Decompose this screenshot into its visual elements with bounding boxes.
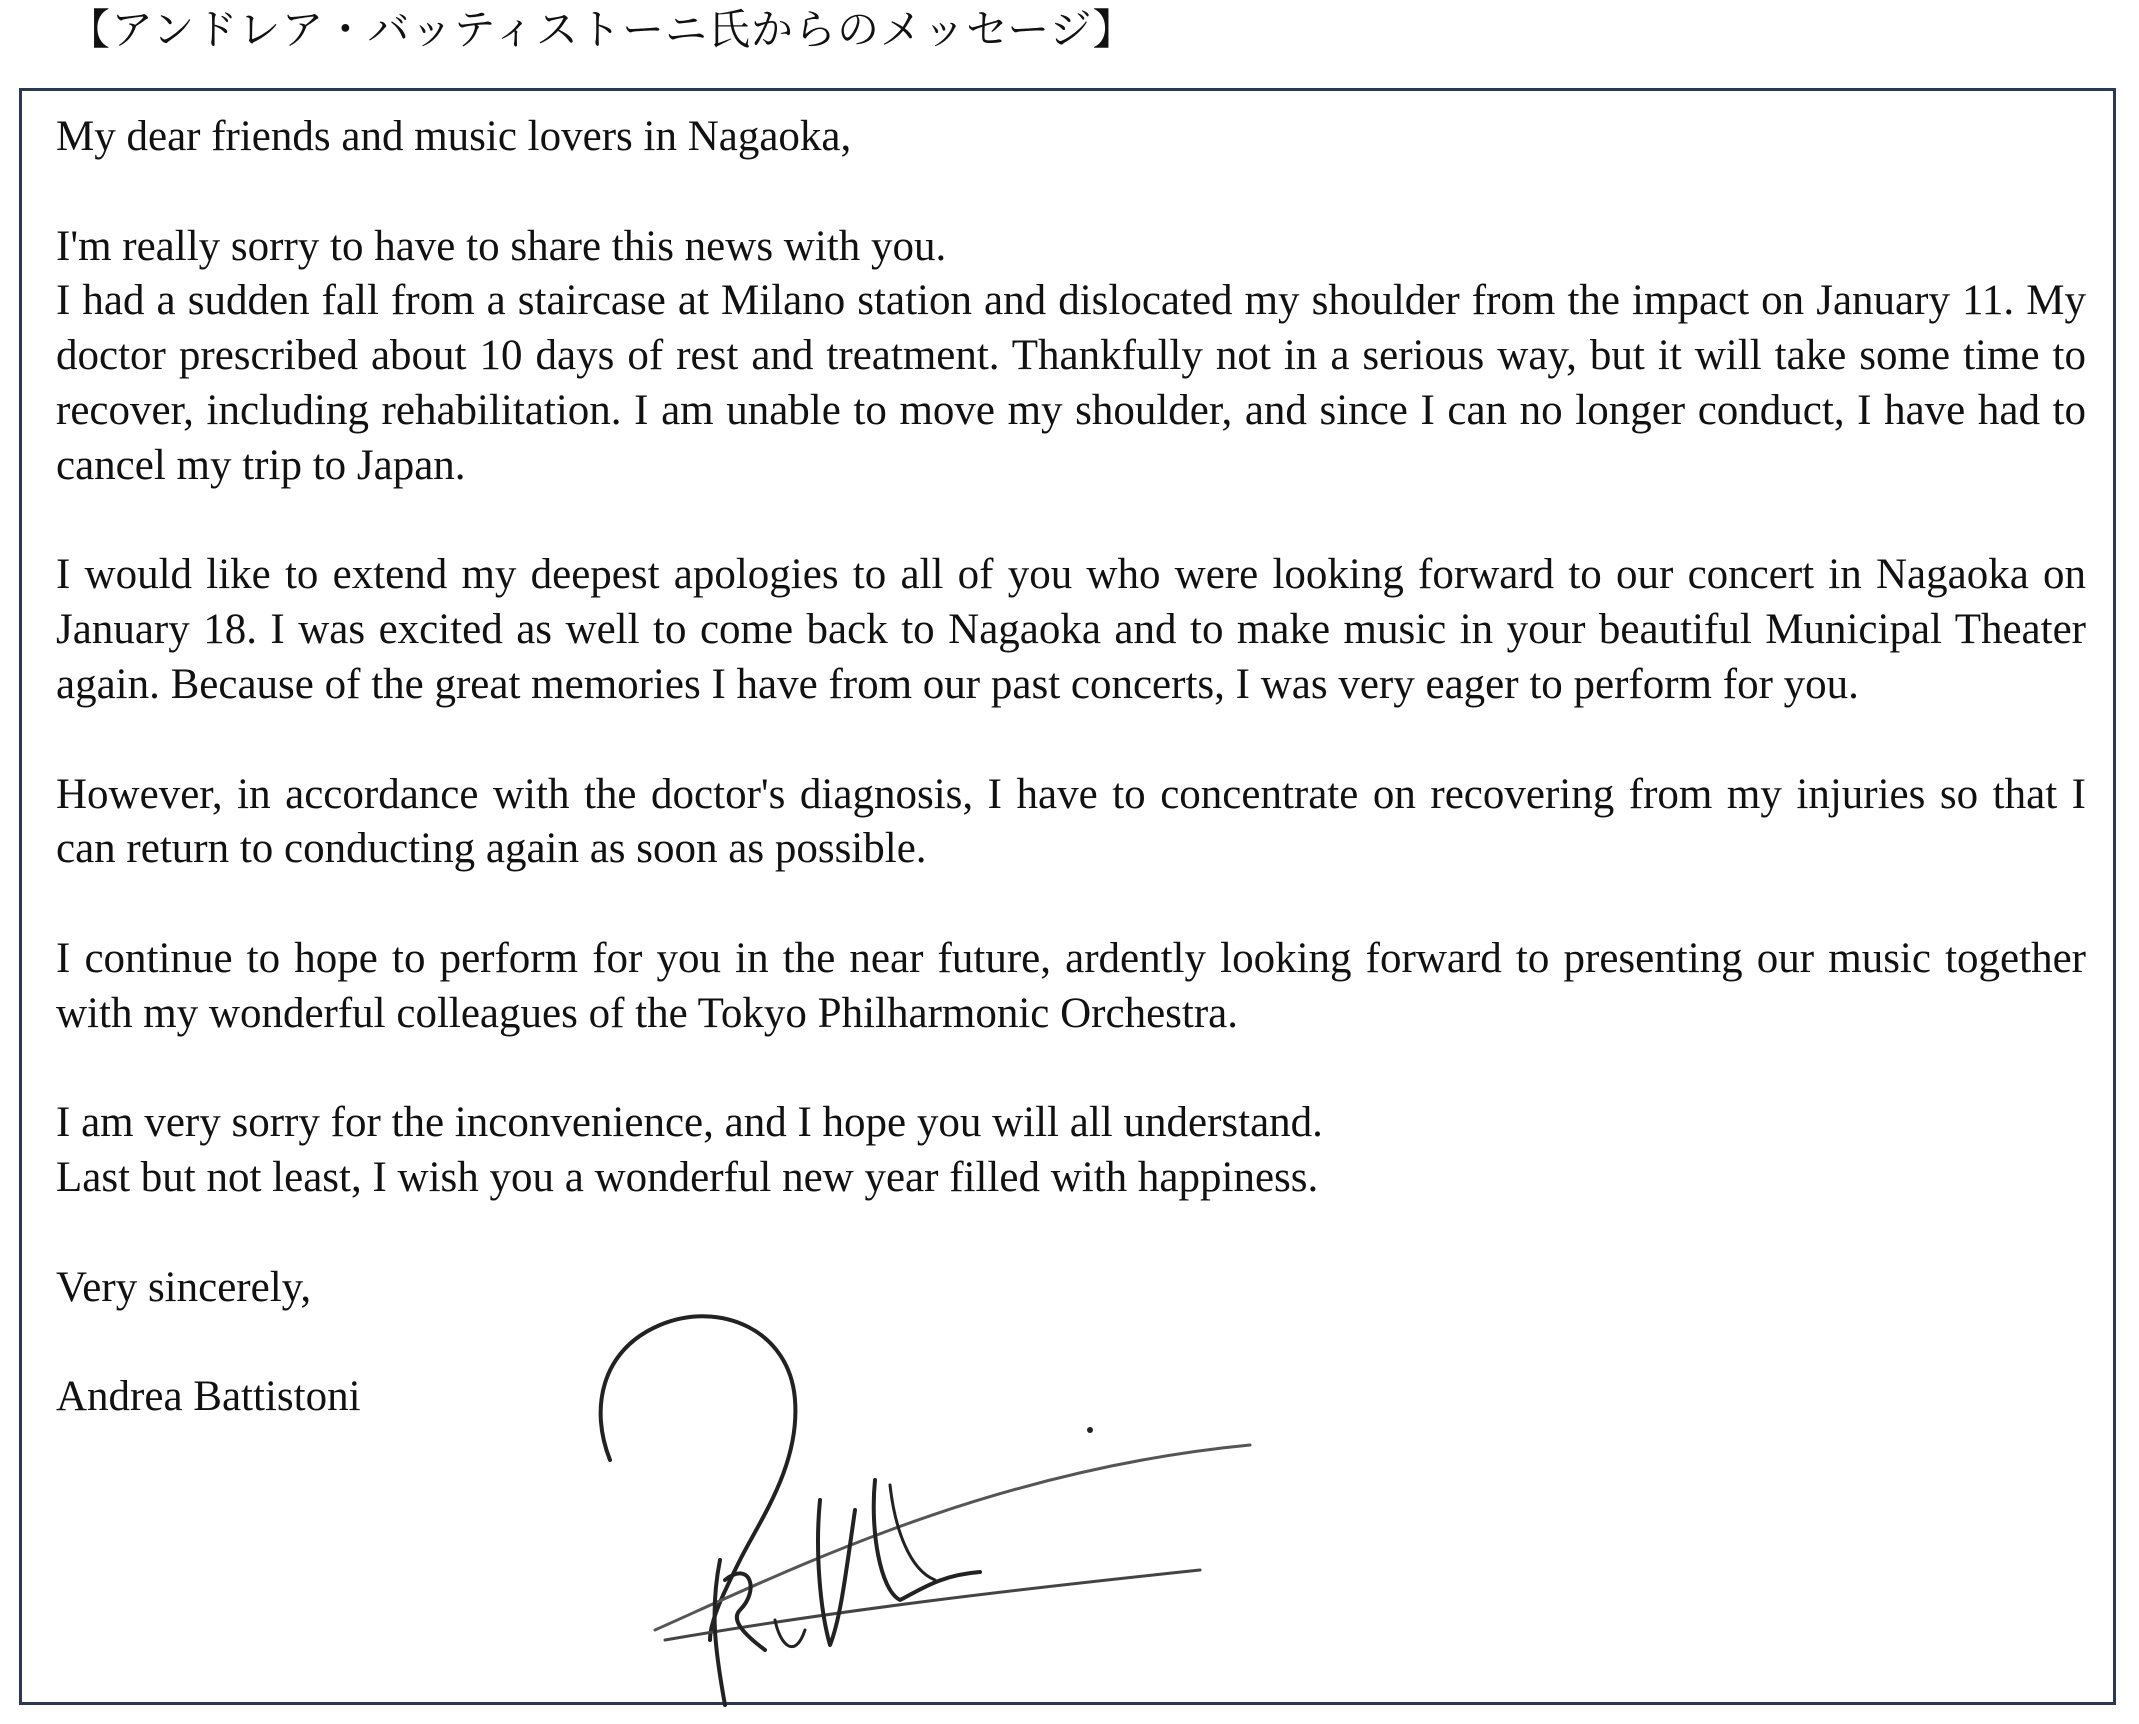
paragraph-injury-details: I had a sudden fall from a staircase at Milano station and dislocated my shoulder from the impact on January 11. My doctor prescribed about 10 days of rest and treatment. Thankfully not in a serious way, but it will take some time to recover, including rehabilitation. I am unable to move my shoulder, and since I can no longer conduct, I have had to cancel my trip to Japan.	[56, 277, 2086, 489]
salutation: My dear friends and music lovers in Nagaoka,	[56, 113, 852, 160]
paragraph-recovery: However, in accordance with the doctor's diagnosis, I have to concentrate on recovering from my injuries so that I can return to conducting again as soon as possible.	[56, 770, 2086, 873]
closing-sorry: I am very sorry for the inconvenience, and I hope you will all understand.	[56, 1099, 1323, 1147]
signer-name: Andrea Battistoni	[56, 1373, 361, 1421]
paragraph-hope: I continue to hope to perform for you in the near future, ardently looking forward to presenting our music together with my wonderful colleagues of the Tokyo Philharmonic Orchestra.	[56, 934, 2086, 1037]
paragraph-injury-intro: I'm really sorry to have to share this news with you.	[56, 222, 947, 270]
closing-new-year: Last but not least, I wish you a wonderful new year filled with happiness.	[56, 1154, 1319, 1202]
letter-body	[56, 110, 2086, 1480]
paragraph-closing-wishes	[56, 1096, 2086, 1206]
handwritten-signature-icon	[590, 1290, 1270, 1710]
page-heading: 【アンドレア・バッティストーニ氏からのメッセージ】	[68, 5, 1136, 54]
closing: Very sincerely,	[56, 1263, 312, 1311]
paragraph-injury	[56, 220, 2086, 494]
paragraph-apology: I would like to extend my deepest apologies to all of you who were looking forward to our concert in Nagaoka on January 18. I was excited as well to come back to Nagaoka and to make music in your beautiful Municipal Theater again. Because of the great memories I have from our past concerts, I was very eager to perform for you.	[56, 551, 2086, 708]
